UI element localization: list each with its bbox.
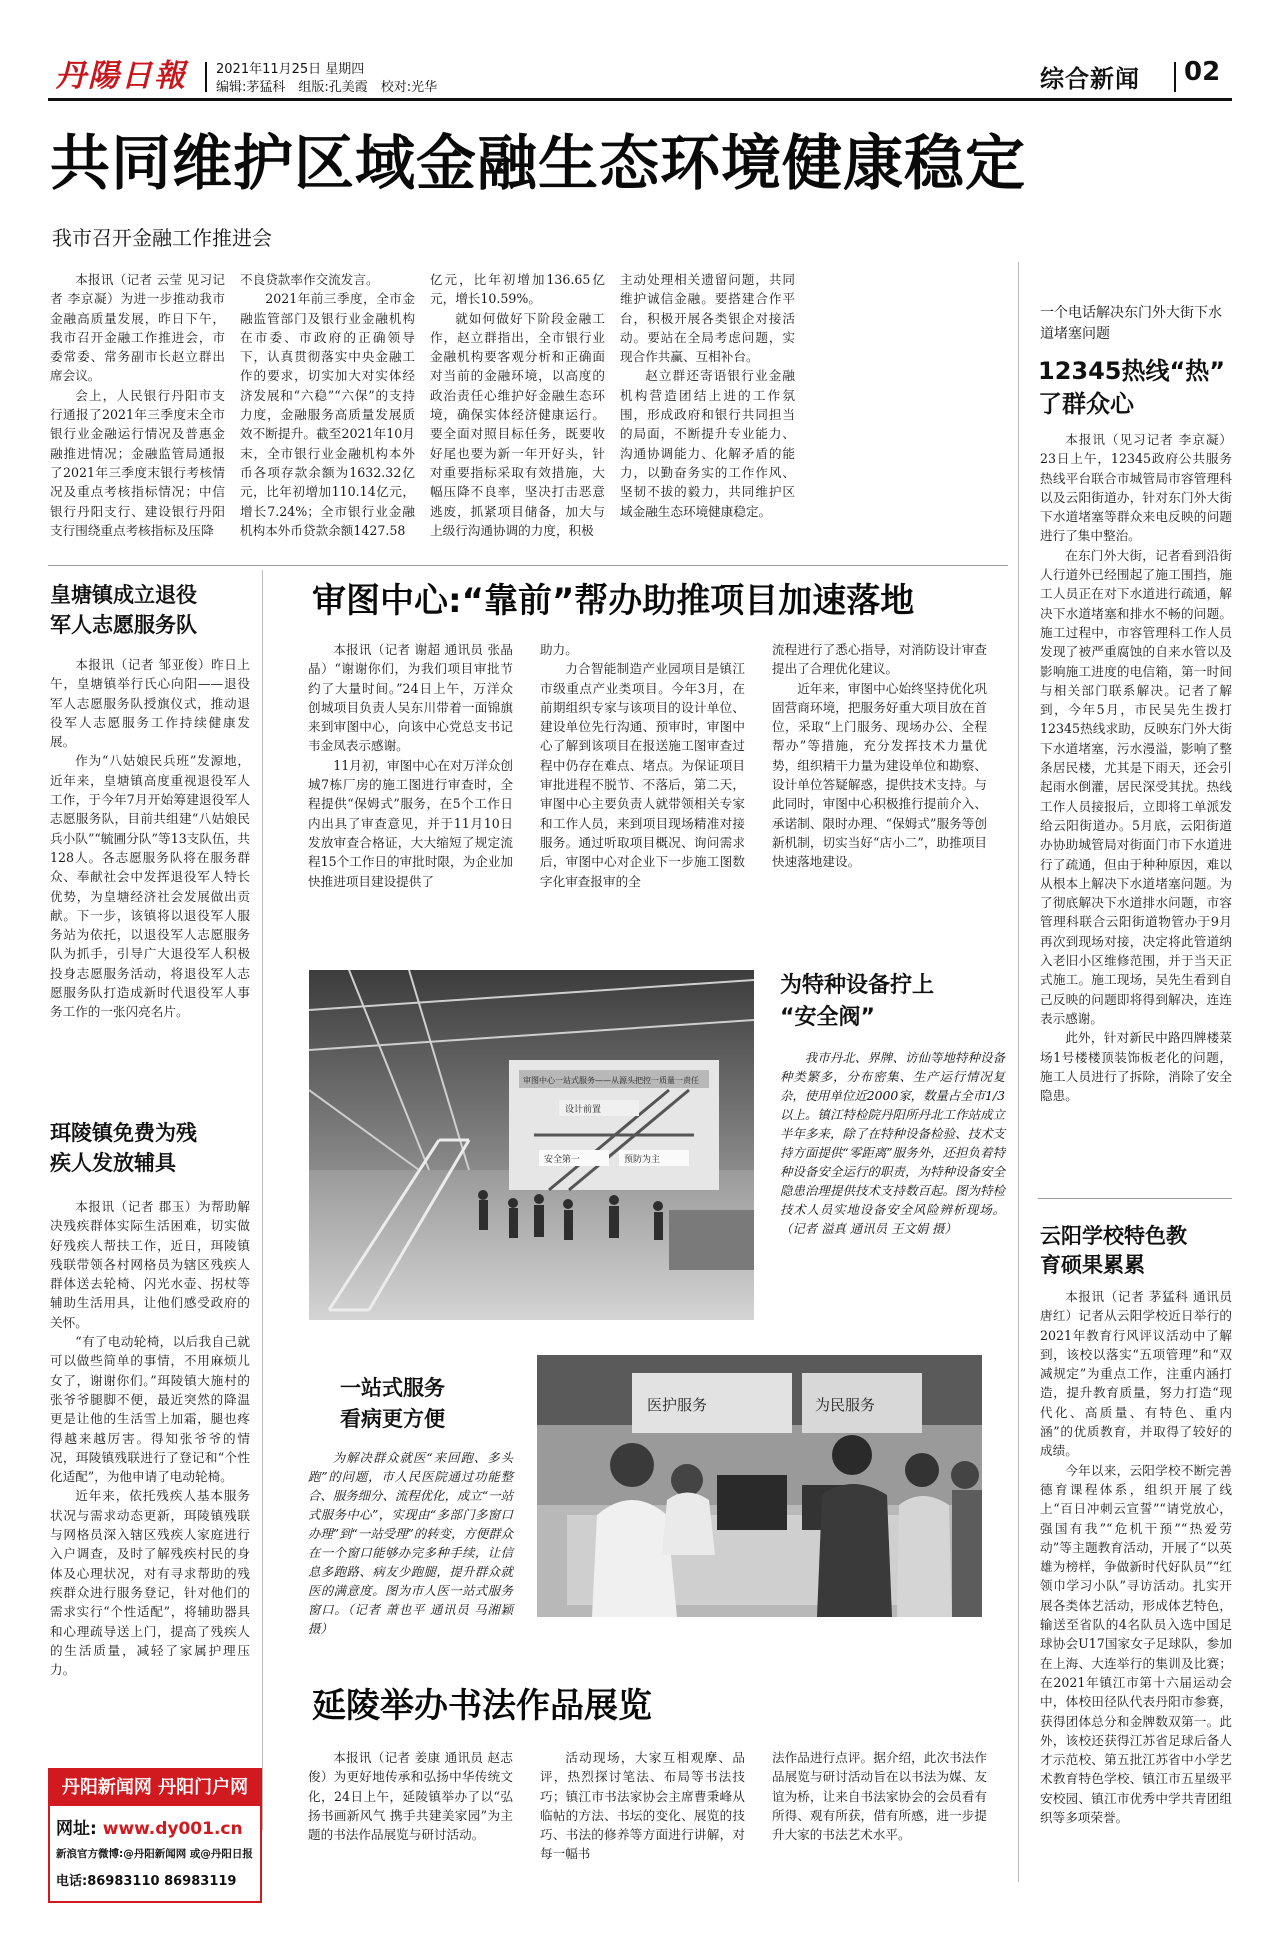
ad-weibo: 新浪官方微博:@丹阳新闻网 或@丹阳日报 — [56, 1848, 253, 1860]
section-name: 综合新闻 — [1040, 64, 1140, 93]
school-body — [1040, 1287, 1232, 1827]
lead-headline: 共同维护区域金融生态环境健康稳定 — [50, 129, 1026, 199]
veterans-paragraph: 本报讯（记者 邹亚俊）昨日上午，皇塘镇举行氏心向阳——退役军人志愿服务队授旗仪式，推动退役军人志愿服务工作持续健康发展。 — [50, 657, 250, 750]
hospital-service-window-photo — [537, 1355, 982, 1617]
ad-phone: 电话:86983110 86983119 — [56, 1874, 237, 1889]
lead-paragraph: 2021年前三季度，全市金融监管部门及银行业金融机构在市委、市政府的正确领导下，认真贯彻落实中央金融工作的要求，切实加大对实体经济发展和“六稳”“六保”的支持力度，金融服务高质量发展质效不断提升。截至2021年10月末，全市银行业金融机构本外币各项存款余额为1632.32亿元，比年初增加110.14亿元，增长7.24%；全市银行业金融机构本外币贷款余额1427.58 — [240, 291, 415, 538]
factory-sign-b: 预防为主 — [624, 1155, 661, 1165]
calligraphy-col-2 — [540, 1748, 745, 1864]
lead-paragraph: 本报讯（记者 云莹 见习记者 李京凝）为进一步推动我市金融高质量发展，昨日下午，我市召开金融工作推进会，市委常委、常务副市长赵立群出席会议。 — [50, 272, 225, 384]
disabled-paragraph: 近年来，依托残疾人基本服务状况与需求动态更新，珥陵镇残联与网格员深入辖区残疾人家庭进行入户调查，及时了解残疾村民的身体及心理状况，对有寻求帮助的残疾群众进行服务登记，针对他们的需求实行“个性适配”，将辅助器具和心理疏导送上门，提高了残疾人的生活质量，减轻了家属护理压力。 — [50, 1488, 250, 1678]
equipment-caption: 我市丹北、界牌、访仙等地特种设备种类繁多，分布密集、生产运行情况复杂，使用单位近2000家，数量占全市1/3以上。镇江特检院丹阳所丹北工作站成立半年多来，除了在特种设备检验、技术支持方面提供“零距离”服务外，还担负着特种设备安全运行的职责，为特种设备安全隐患治理提供技术支持数百起。图为特检技术人员实地设备安全风险辨析现场。（记者 溢真 通讯员 王文娟 摄） — [780, 1050, 1005, 1236]
hotline-paragraph: 本报讯（见习记者 李京凝）23日上午，12345政府公共服务热线平台联合市城管局市容管理科以及云阳街道办，针对东门外大街下水道堵塞等群众来电反映的问题进行了集中整治。 — [1040, 432, 1232, 544]
ad-url-row: 网址: www.dy001.cn — [56, 1819, 243, 1839]
web-ad-box — [48, 1768, 262, 1903]
lead-subhead: 我市召开金融工作推进会 — [52, 226, 272, 250]
calligraphy-paragraph: 本报讯（记者 姜康 通讯员 赵志俊）为更好地传承和弘扬中华传统文化，24日上午，延陵镇举办了以“弘扬书画新风气 携手共建美家园”为主题的书法作品展览与研讨活动。 — [308, 1750, 513, 1843]
lead-col-3 — [430, 270, 605, 540]
page-number: 02 — [1184, 57, 1221, 87]
disabled-headline: 珥陵镇免费为残 疾人发放辅具 — [50, 1121, 197, 1175]
calligraphy-col-3 — [772, 1748, 987, 1844]
lead-paragraph: 不良贷款率作交流发言。 — [240, 272, 379, 287]
onestop-caption: 为解决群众就医“来回跑、多头跑”的问题，市人民医院通过功能整合、服务细分、流程优化，成立“一站式服务中心”，实现由“多部门多窗口办理”到“一站受理”的转变，方便群众在一个窗口能够办完多种手续，让信息多跑路、病友少跑腿，提升群众就医的满意度。图为市人医一站式服务窗口。（记者 萧也平 通讯员 马湘颖 摄） — [308, 1450, 513, 1636]
lead-paragraph: 会上，人民银行丹阳市支行通报了2021年三季度末全市银行业金融运行情况及普惠金融推进情况；金融监管局通报了2021年三季度末银行考核情况及重点考核指标情况；中信银行丹阳支行、建设银行丹阳支行围绕重点考核指标及压降 — [50, 387, 225, 538]
approval-paragraph: 流程进行了悉心指导，对消防设计审查提出了合理优化建议。 — [772, 642, 987, 677]
calligraphy-paragraph: 活动现场，大家互相观摩、品评，热烈探讨笔法、布局等书法技巧；镇江市书法家协会主席曹秉峰从临帖的方法、书坛的变化、展览的技巧、书法的修养等方面进行讲解，对每一幅书 — [540, 1750, 745, 1862]
lead-paragraph: 赵立群还寄语银行业金融机构营造团结上进的工作氛围，形成政府和银行共同担当的局面，不断提升专业能力、沟通协调能力、化解矛盾的能力，以勤奋务实的工作作风、坚韧不拔的毅力，共同维护区域金融生态环境健康稳定。 — [620, 368, 795, 519]
factory-banner-sign: 审图中心一站式服务——从源头把控一质量一责任 — [523, 1076, 699, 1085]
factory-inspection-photo — [309, 970, 754, 1320]
lead-col-4 — [620, 270, 795, 521]
factory-sign-c: 设计前置 — [565, 1105, 602, 1115]
hospital-sign-a: 医护服务 — [647, 1396, 708, 1414]
approval-col-2 — [540, 640, 745, 891]
ad-brand: 丹阳新闻网 丹阳门户网 — [50, 1770, 260, 1806]
approval-paragraph: 本报讯（记者 谢超 通讯员 张晶晶）“谢谢你们，为我们项目审批节约了大量时间。”24日上午，万洋众创城项目负责人吴东川带着一面锦旗来到审图中心，向该中心党总支书记韦金凤表示感谢。 — [308, 642, 513, 754]
editor-credits: 编辑:茅猛科 组版:孔美霞 校对:光华 — [216, 80, 438, 95]
approval-paragraph: 近年来，审图中心始终坚持优化巩固营商环境，把服务好重大项目放在首位，采取“上门服务、现场办公、全程帮办”等措施，充分发挥技术力量优势，组织精干力量为建设单位和勘察、设计单位答疑解惑，提供技术支持。与此同时，审图中心积极推行提前介入、承诺制、限时办理、“保姆式”服务等创新机制，切实当好“店小二”，助推项目快速落地建设。 — [772, 680, 987, 870]
lead-paragraph: 就如何做好下阶段金融工作，赵立群指出，全市银行业金融机构要客观分析和正确面对当前的金融环境，以高度的政治责任心维护好金融生态环境，确保实体经济健康运行。要全面对照目标任务，既要收好尾也要为新一年开好头，针对重要指标采取有效措施，大幅压降不良率，坚决打击恶意逃废，抓紧项目储备，加大与上级行沟通协调的力度，积极 — [430, 310, 605, 538]
hospital-sign-b: 为民服务 — [815, 1396, 876, 1414]
calligraphy-paragraph: 法作品进行点评。据介绍，此次书法作品展览与研讨活动旨在以书法为媒、友谊为桥，让来自书法家协会的会员看有所得、观有所获，借有所感，进一步提升大家的书法艺术水平。 — [772, 1750, 987, 1843]
lead-paragraph: 主动处理相关遗留问题，共同维护诚信金融。要搭建合作平台，积极开展各类银企对接活动。要站在全局考虑问题，实现合作共赢、互相补台。 — [620, 272, 795, 365]
hospital-photo-illustration — [537, 1355, 982, 1617]
hotline-body — [1040, 430, 1232, 1105]
masthead — [0, 0, 1280, 100]
hotline-paragraph: 此外，针对新民中路四牌楼菜场1号楼楼顶装饰板老化的问题，施工人员进行了拆除，消除了安全隐患。 — [1040, 1030, 1232, 1104]
onestop-headline: 一站式服务 看病更方便 — [340, 1376, 445, 1431]
calligraphy-headline: 延陵举办书法作品展览 — [312, 1686, 652, 1726]
masthead-rule — [48, 98, 1232, 101]
lead-col-2 — [240, 270, 415, 540]
approval-col-1 — [308, 640, 513, 891]
approval-col-3 — [772, 640, 987, 872]
lead-col-1 — [50, 270, 225, 540]
school-paragraph: 今年以来，云阳学校不断完善德育课程体系，组织开展了线上“百日冲刺云宣誓”“请党放心，强国有我”“危机干预”“热爱劳动”等主题教育活动，开展了“以英雄为榜样，争做新时代好队员”“红领巾学习小队”寻访活动。扎实开展各类体艺活动，形成体艺特色，输送至省队的4名队员入选中国足球协会U17国家女子足球队，参加在上海、大连举行的集训及比赛；在2021年镇江市第十六届运动会中，体校田径队代表丹阳市参赛，获得团体总分和金牌数双第一。此外，该校还获得江苏省足球后备人才示范校、第五批江苏省中小学艺术教育特色学校、镇江市五星级平安校园、镇江市优秀中学共青团组织等多项荣誉。 — [1040, 1462, 1232, 1826]
approval-headline: 审图中心:“靠前”帮办助推项目加速落地 — [312, 581, 915, 621]
factory-photo-illustration — [309, 970, 754, 1320]
approval-paragraph: 力合智能制造产业园项目是镇江市级重点产业类项目。今年3月，在前期组织专家与该项目的设计单位、建设单位先行沟通、预审时，审图中心了解到该项目在报送施工图审查过程中仍存在难点、堵点。为保证项目审批进程不脱节、不落后，第二天，审图中心主要负责人就带领相关专家和工作人员，来到项目现场精准对接服务。通过听取项目概况、询问需求后，审图中心对企业下一步施工图数字化审查报审的全 — [540, 661, 745, 889]
newspaper-logo: 丹陽日報 — [55, 58, 187, 94]
hotline-headline: 12345热线“热” 了群众心 — [1038, 357, 1226, 418]
ad-url-link[interactable]: www.dy001.cn — [102, 1819, 243, 1839]
veterans-body — [50, 655, 250, 1022]
calligraphy-col-1 — [308, 1748, 513, 1844]
school-headline: 云阳学校特色教 育硕果累累 — [1040, 1224, 1187, 1277]
disabled-paragraph: 本报讯（记者 郡玉）为帮助解决残疾群体实际生活困难，切实做好残疾人帮扶工作，近日，珥陵镇残联带领各村网格员为辖区残疾人群体送去轮椅、闪光水壶、拐杖等辅助生活用具，让他们感受政府的关怀。 — [50, 1199, 250, 1330]
disabled-body — [50, 1197, 250, 1679]
equipment-headline: 为特种设备拧上 “安全阀” — [780, 973, 935, 1030]
veterans-paragraph: 作为“八姑娘民兵班”发源地，近年来，皇塘镇高度重视退役军人工作，于今年7月开始筹建退役军人志愿服务队，目前共组建“八姑娘民兵小队”“毓圃分队”等13支队伍，共128人。各志愿服务队将在服务群众、奉献社会中发挥退役军人特长优势，为皇塘经济社会发展做出贡献。下一步，该镇将以退役军人服务站为依托，以退役军人志愿服务队为抓手，引导广大退役军人积极投身志愿服务活动，将退役军人志愿服务队打造成新时代退役军人事务工作的一张闪亮名片。 — [50, 753, 250, 1020]
approval-paragraph: 11月初，审图中心在对万洋众创城7栋厂房的施工图进行审查时，全程提供“保姆式”服务，在5个工作日内出具了审查意见，并于11月10日发放审查合格证，大大缩短了规定流程15个工作日的审批时限，为企业加快推进项目建设提供了 — [308, 757, 513, 889]
lead-paragraph: 亿元，比年初增加136.65亿元，增长10.59%。 — [430, 272, 605, 307]
school-paragraph: 本报讯（记者 茅猛科 通讯员 唐红）记者从云阳学校近日举行的2021年教育行风评议活动中了解到，该校以落实“五项管理”和“双减规定”为重点工作，注重内涵打造，提升教育质量，努力打造“现代化、高质量、有特色、重内涵”的优质教育，并取得了较好的成绩。 — [1040, 1289, 1232, 1459]
issue-date: 2021年11月25日 星期四 — [216, 62, 365, 77]
factory-sign-a: 安全第一 — [544, 1155, 581, 1165]
veterans-headline: 皇塘镇成立退役 军人志愿服务队 — [50, 583, 197, 637]
hotline-kicker: 一个电话解决东门外大街下水道堵塞问题 — [1040, 305, 1222, 342]
disabled-paragraph: “有了电动轮椅，以后我自己就可以做些简单的事情，不用麻烦儿女了，谢谢你们。”珥陵镇大施村的张爷爷腿脚不便，最近突然的降温更是让他的生活雪上加霜，腿也疼得越来越厉害。得知张爷爷的情况，珥陵镇残联进行了登记和“个性化适配”，为他申请了电动轮椅。 — [50, 1334, 250, 1485]
hotline-paragraph: 在东门外大街，记者看到沿街人行道外已经围起了施工围挡，施工人员正在对下水道进行疏通，解决下水道堵塞和排水不畅的问题。施工过程中，市容管理科工作人员发现了被严重腐蚀的自来水管以及影响施工进度的电信箱，第一时间与相关部门联系解决。记者了解到，今年5月，市民吴先生拨打12345热线求助，反映东门外大街下水道堵塞，污水漫溢，影响了整条居民楼，尤其是下雨天，还会引起雨水倒灌，居民深受其扰。热线工作人员接报后，立即将工单派发给云阳街道办。5月底，云阳街道办协助城管局对街面门市下水道进行了疏通，但由于种种原因，难以从根本上解决下水道堵塞问题。为了彻底解决下水道排水问题，市容管理科联合云阳街道物管办于9月再次到现场对接，决定将此管道纳入老旧小区维修范围，并于当天正式施工。施工现场，吴先生看到自己反映的问题即将得到解决，连连表示感谢。 — [1040, 547, 1232, 1026]
approval-paragraph: 助力。 — [540, 642, 578, 657]
